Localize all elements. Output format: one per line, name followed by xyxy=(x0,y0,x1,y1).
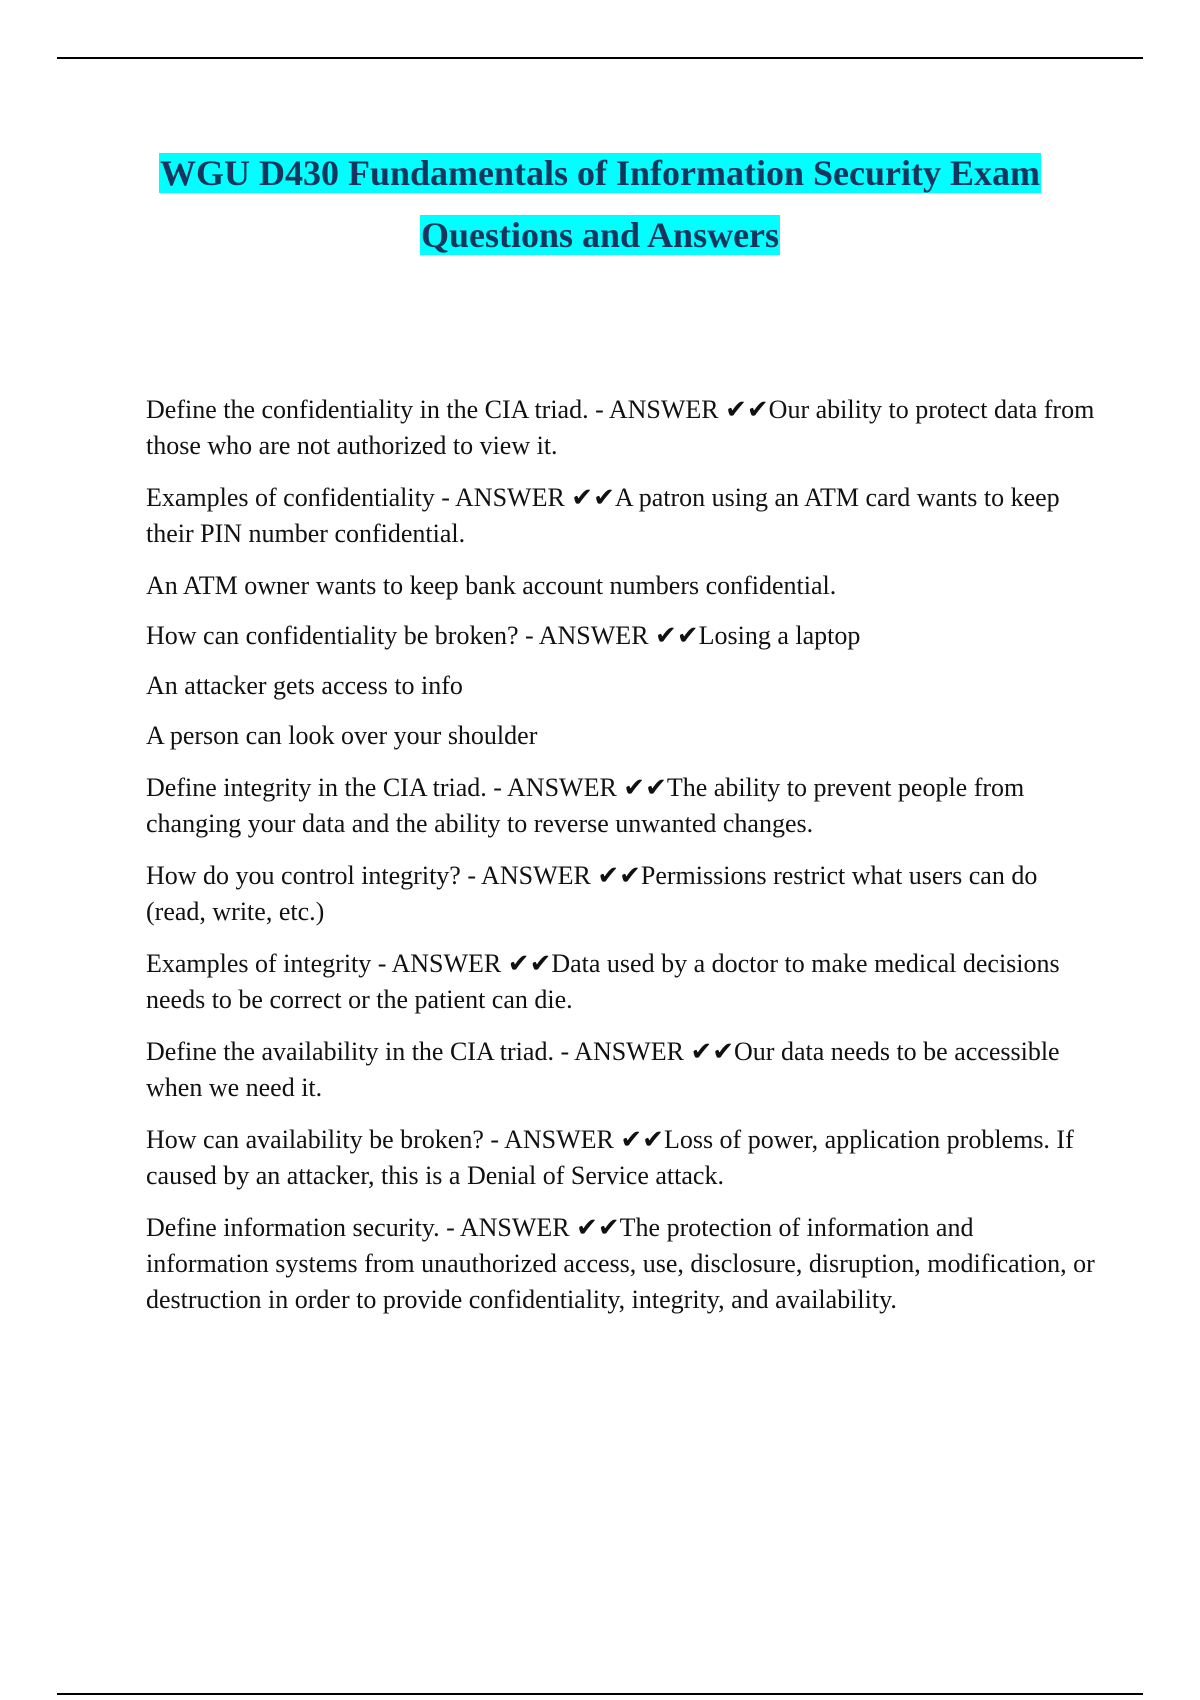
qa-paragraph-10: Define the availability in the CIA triad. - ANSWER ✔✔Our data needs to be accessible when we need it. xyxy=(146,1037,1060,1102)
title-line-1 xyxy=(57,142,1143,204)
qa-paragraph-6: A person can look over your shoulder xyxy=(146,721,538,750)
document-title xyxy=(57,142,1143,266)
qa-paragraph-2: Examples of confidentiality - ANSWER ✔✔A patron using an ATM card wants to keep their PIN number confidential. xyxy=(146,483,1060,548)
header-rule xyxy=(57,57,1143,59)
qa-paragraph-3: An ATM owner wants to keep bank account numbers confidential. xyxy=(146,571,837,600)
qa-paragraph-11: How can availability be broken? - ANSWER ✔✔Loss of power, application problems. If caused by an attacker, this is a Denial of Service attack. xyxy=(146,1125,1074,1190)
qa-paragraph-5: An attacker gets access to info xyxy=(146,671,463,700)
qa-paragraph-4: How can confidentiality be broken? - ANSWER ✔✔Losing a laptop xyxy=(146,621,861,650)
title-line-2-text: Questions and Answers xyxy=(420,215,780,255)
footer-rule xyxy=(57,1693,1143,1695)
qa-paragraph-9: Examples of integrity - ANSWER ✔✔Data used by a doctor to make medical decisions needs to be correct or the patient can die. xyxy=(146,949,1060,1014)
qa-paragraph-8: How do you control integrity? - ANSWER ✔✔Permissions restrict what users can do (read, write, etc.) xyxy=(146,861,1038,926)
qa-paragraph-12: Define information security. - ANSWER ✔✔The protection of information and information systems from unauthorized access, use, disclosure, disruption, modification, or destruction in order to provide confidentiality, integrity, and availability. xyxy=(146,1213,1095,1314)
qa-paragraph-1: Define the confidentiality in the CIA triad. - ANSWER ✔✔Our ability to protect data from those who are not authorized to view it. xyxy=(146,395,1095,460)
document-body xyxy=(146,392,1096,1334)
title-line-2 xyxy=(57,204,1143,266)
qa-paragraph-7: Define integrity in the CIA triad. - ANSWER ✔✔The ability to prevent people from changing your data and the ability to reverse unwanted changes. xyxy=(146,773,1025,838)
title-line-1-text: WGU D430 Fundamentals of Information Security Exam xyxy=(160,153,1040,193)
